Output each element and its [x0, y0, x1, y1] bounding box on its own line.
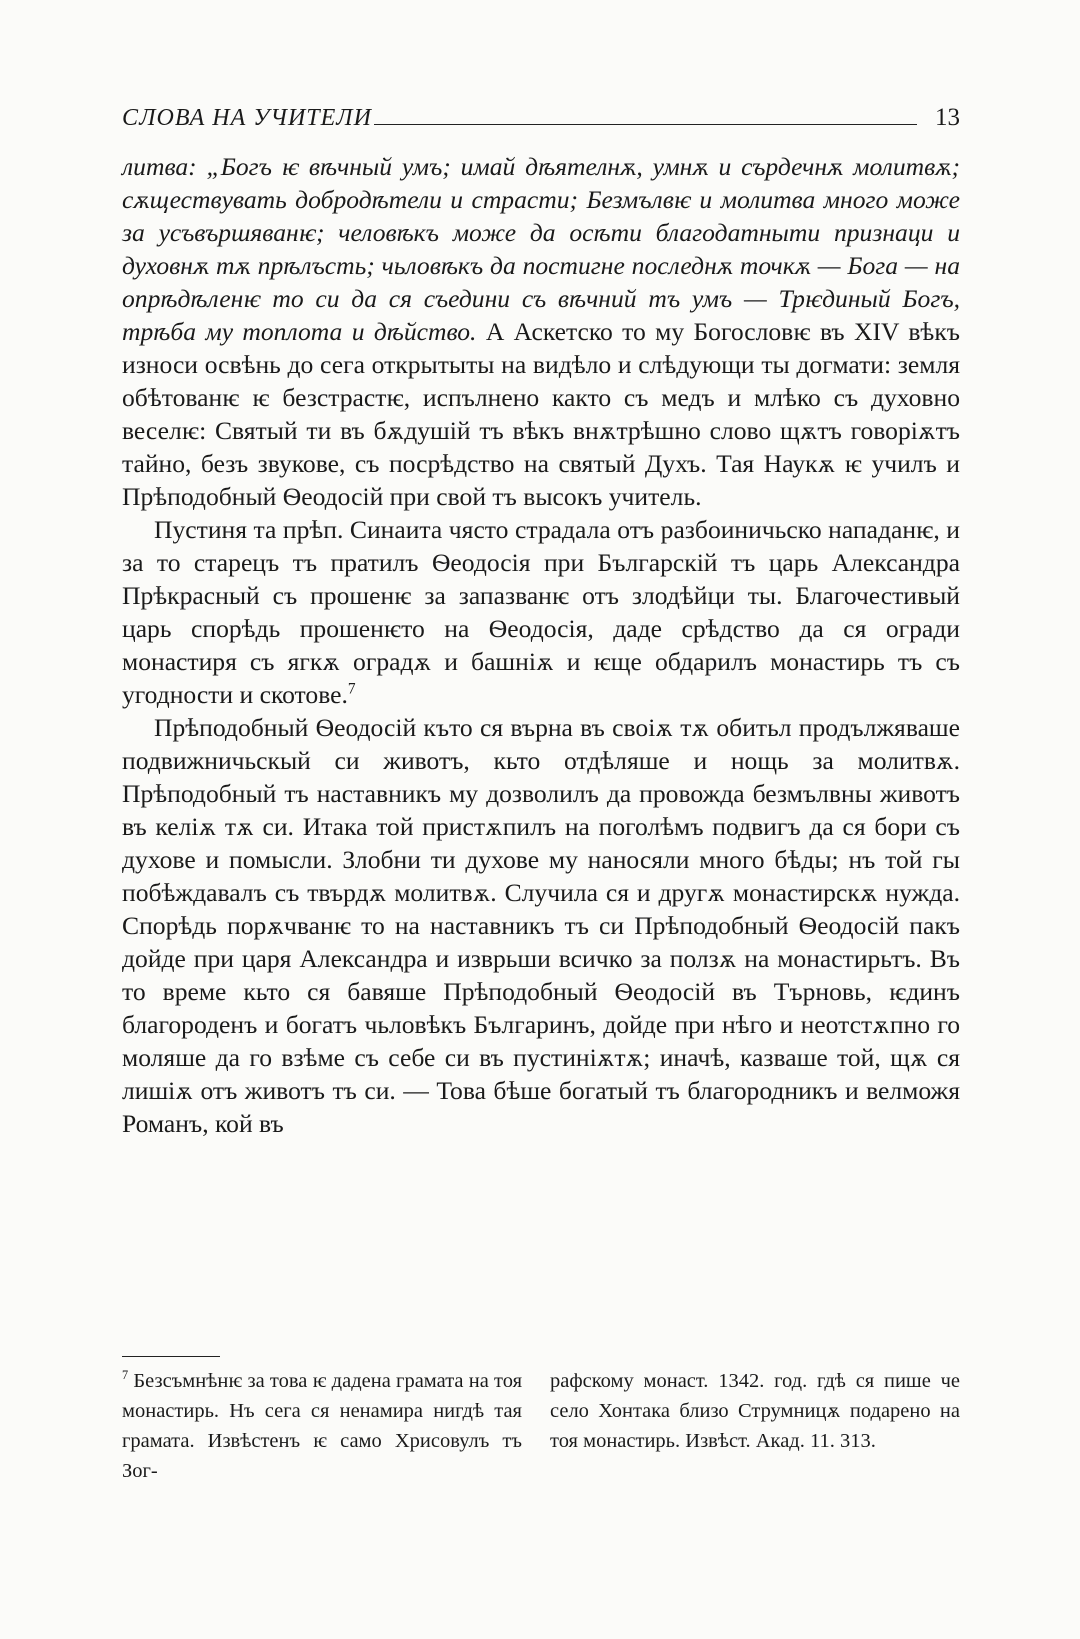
footnote-text-right: рафскому монаст. 1342. год. гдѣ ся пише че село Хонтака близо Струмницѫ подарено на тоя монастирь. Извѣст. Акад. 11. 313. — [550, 1370, 960, 1452]
footnote-column-right — [550, 1366, 960, 1486]
paragraph-1-continuation: А Аскетско то му Богословѥ въ XIV вѣкъ износи освѣнь до сега открытыты на видѣло и слѣдующи ты догмати: земля обѣтованѥ ѥ безстрастѥ, испълнено както съ медъ и млѣко съ духовно веселѥ: Святый ти въ бѫдушій тъ вѣкъ внѫтрѣшно слово щѫтъ говорiѫтъ тайно, безъ звукове, съ посрѣдство на святый Духъ. Тая Наукѫ ѥ училъ и Прѣподобный Ѳеодосій при свой тъ высокъ учитель. — [122, 317, 961, 511]
paragraph-2-text: Пустиня та прѣп. Синаита чясто страдала отъ разбоиничьско нападанѥ, и за то старецъ тъ пратилъ Ѳеодосія при Българскій тъ царь Александра Прѣкрасный съ прошенѥ за запазванѥ отъ злодѣйци ты. Благочестивый царь спорѣдь прошенѥто на Ѳеодосія, даде срѣдство да ся огради монастиря съ ягкѫ оградѫ и башнiѫ и ѥще обдарилъ монастирь тъ съ угодности и скотове. — [122, 515, 960, 709]
paragraph-2 — [122, 513, 960, 711]
italic-quotation: литва: „Богъ ѥ вѣчный умъ; имай дѣятелнѫ, умнѫ и сърдечнѫ молитвѫ; сѫществувать добродѣтели и страсти; Безмълвѥ и молитва много може за усъвършяванѥ; человѣкъ може да осѣти благодатныти признаци и духовнѫ тѫ прѣлъсть; чьловѣкъ да постигне последнѫ точкѫ — Бога — на опрѣдѣленѥ то си да ся съедини съ вѣчний тъ умъ — Трѥдиный Богъ, трѣба му топлота и дѣйство. — [122, 152, 960, 346]
footnote-reference: 7 — [347, 680, 356, 698]
running-title: СЛОВА НА УЧИТЕЛИ — [122, 105, 372, 131]
paragraph-3-text: Прѣподобный Ѳеодосій къто ся върна въ своiѫ тѫ обитьл продължяваше подвижничьскый си животъ, кьто отдѣляше и нощь за молитвѫ. Прѣподобный тъ наставникъ му дозволилъ да провожда безмълвны животъ въ келiѫ тѫ си. Итака той пристѫпилъ на поголѣмъ подвигъ да ся бори съ духове и помысли. Злобни ти духове му наносяли много бѣды; нъ той гы побѣждавалъ съ твърдѫ молитвѫ. Случила ся и другѫ монастирскѫ нужда. Спорѣдь порѫчванѥ то на наставникъ тъ си Прѣподобный Ѳеодосій пакъ дойде при царя Александра и изврьши всичко за ползѫ на монастирьтъ. Въ то време кьто ся бавяше Прѣподобный Ѳеодосій въ Търновь, ѥдинъ благороденъ и богатъ чьловѣкъ Българинъ, дойде при нѣго и неотстѫпно го моляше да го взѣме съ себе си въ пустинiѫтѫ; иначѣ, казваше той, щѫ ся лишiѫ отъ животъ тъ си. — Това бѣше богатый тъ благородникъ и велможя Романъ, кой въ — [122, 713, 960, 1138]
footnote-separator — [122, 1356, 220, 1357]
paragraph-1 — [122, 150, 960, 513]
footnote-text-left: Безсъмнѣнѥ за това ѥ дадена грамата на тоя монастирь. Нъ сега ся ненамира нигдѣ тая грамата. Извѣстенъ ѥ само Хрисовулъ тъ Зог- — [122, 1370, 523, 1482]
page-number: 13 — [935, 104, 960, 131]
main-text — [122, 150, 960, 1140]
footnote-column-left — [122, 1366, 522, 1486]
footnote-number: 7 — [122, 1368, 129, 1383]
page-header — [122, 104, 960, 140]
footnotes — [122, 1366, 960, 1486]
paragraph-3 — [122, 711, 960, 1140]
header-rule — [374, 123, 917, 125]
